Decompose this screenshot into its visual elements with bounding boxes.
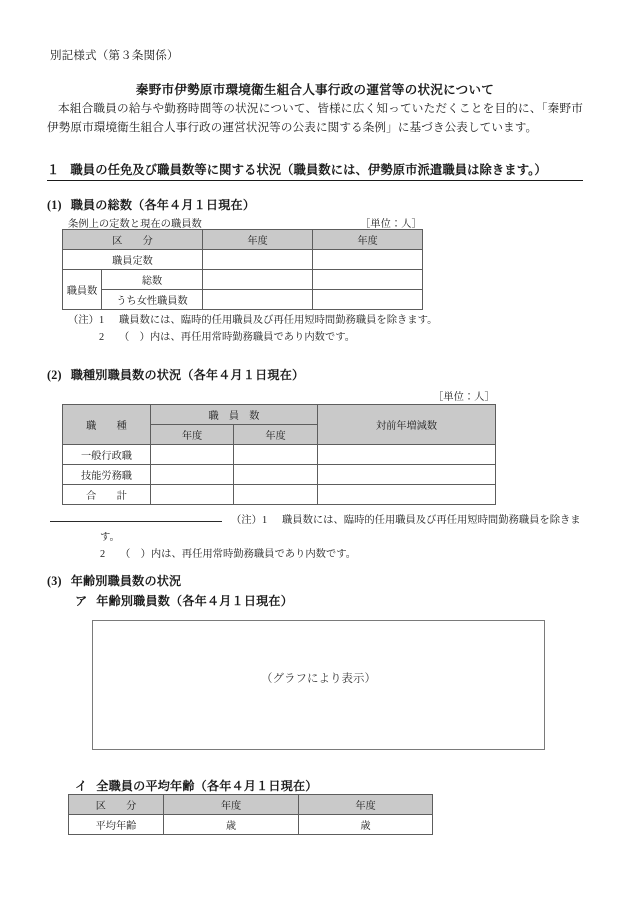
table-row	[63, 270, 423, 290]
table-2-row-1-change[interactable]	[318, 465, 496, 485]
staff-total-table	[62, 229, 423, 310]
table-1-note-1	[68, 329, 437, 346]
table-1-header-year2: 年度	[313, 230, 423, 250]
table-1-note-1-text: （ ）内は、再任用常時勤務職員であり内数です。	[119, 332, 356, 343]
table-2-row-1-year1[interactable]	[151, 465, 234, 485]
table-row	[63, 485, 496, 505]
item-b-title: 全職員の平均年齢（各年４月１日現在）	[96, 779, 318, 793]
table-2-note-1-text: （ ）内は、再任用常時勤務職員であり内数です。	[120, 549, 357, 560]
age-distribution-graph-placeholder	[92, 620, 545, 750]
table-2-note-0-number: 1	[262, 515, 268, 526]
table-1-row-2-label: うち女性職員数	[102, 290, 203, 310]
table-2-row-2-year2[interactable]	[234, 485, 318, 505]
table-2-row-2-label: 合 計	[63, 485, 151, 505]
average-age-table	[68, 794, 433, 835]
table-1-note-0	[68, 312, 437, 329]
table-1-row-1-label: 総数	[102, 270, 203, 290]
table-2-row-0-year1[interactable]	[151, 445, 234, 465]
table-1-row-1-year1[interactable]	[203, 270, 313, 290]
table-2-note-0	[231, 515, 581, 526]
table-1-note-0-text: 職員数には、臨時的任用職員及び再任用短時間勤務職員を除きます。	[119, 315, 438, 326]
table-2-note-1	[100, 549, 356, 560]
table-row	[63, 290, 423, 310]
item-a-title: 年齢別職員数（各年４月１日現在）	[96, 594, 293, 608]
table-1-caption: 条例上の定数と現在の職員数	[68, 219, 202, 230]
table-1-notes	[68, 312, 437, 346]
table-2-row-0-change[interactable]	[318, 445, 496, 465]
table-1-row-0-year1[interactable]	[203, 250, 313, 270]
table-3-header-year1: 年度	[164, 795, 299, 815]
table-2-header-year2: 年度	[234, 425, 318, 445]
table-2-row-1-year2[interactable]	[234, 465, 318, 485]
item-a-heading	[75, 592, 293, 609]
table-2-unit: ［単位：人］	[433, 392, 495, 403]
section-1-number: １	[47, 163, 60, 177]
lead-paragraph	[47, 99, 583, 137]
table-2-notes	[231, 512, 583, 529]
subsection-2-title: 職種別職員数の状況（各年４月１日現在）	[70, 368, 305, 382]
subsection-1-number: (1)	[47, 198, 62, 212]
table-3-header-year2: 年度	[299, 795, 433, 815]
page-title: 秦野市伊勢原市環境衛生組合人事行政の運営等の状況について	[135, 83, 495, 97]
item-b-marker: イ	[75, 779, 88, 793]
table-row	[69, 795, 433, 815]
table-3-row-0-year1[interactable]: 歳	[164, 815, 299, 835]
section-1-title: 職員の任免及び職員数等に関する状況（職員数には、伊勢原市派遣職員は除きます。）	[70, 163, 547, 177]
divider-rule	[50, 521, 222, 522]
item-a-marker: ア	[75, 594, 88, 608]
table-3-row-0-label: 平均年齢	[69, 815, 164, 835]
table-row	[69, 815, 433, 835]
table-2-note-0-continuation: す。	[100, 532, 120, 543]
form-code: 別記様式（第３条関係）	[50, 50, 179, 62]
table-2-note-1-wrap	[100, 546, 580, 563]
subsection-2-number: (2)	[47, 368, 62, 382]
table-1-note-0-number: 1	[99, 315, 105, 326]
table-2-note-0-marker: （注）	[231, 515, 262, 526]
table-2-row-0-year2[interactable]	[234, 445, 318, 465]
table-2-header-staffcount: 職 員 数	[151, 405, 318, 425]
table-row	[63, 465, 496, 485]
graph-placeholder-text: （グラフにより表示）	[261, 673, 376, 685]
table-2-notes-cont	[100, 529, 580, 546]
table-1-row-0-label: 職員定数	[63, 250, 203, 270]
subsection-2-heading	[47, 366, 304, 383]
table-1-unit: ［単位：人］	[360, 219, 422, 230]
table-1-header-year1: 年度	[203, 230, 313, 250]
subsection-3-number: (3)	[47, 574, 62, 588]
lead-paragraph-text: 本組合職員の給与や勤務時間等の状況について、皆様に広く知っていただくことを目的に、「秦野市伊勢原市環境衛生組合人事行政の運営状況等の公表に関する条例」に基づき公表しています。	[47, 102, 583, 134]
table-2-row-2-change[interactable]	[318, 485, 496, 505]
subsection-3-heading	[47, 572, 181, 589]
table-row	[63, 405, 496, 425]
table-1-row-1-year2[interactable]	[313, 270, 423, 290]
table-1-header-category: 区 分	[63, 230, 203, 250]
table-1-note-0-marker: （注）	[68, 315, 99, 326]
table-1-row-2-year2[interactable]	[313, 290, 423, 310]
table-2-note-0-text: 職員数には、臨時的任用職員及び再任用短時間勤務職員を除きま	[282, 515, 581, 526]
table-3-header-category: 区 分	[69, 795, 164, 815]
table-2-row-2-year1[interactable]	[151, 485, 234, 505]
table-2-row-0-label: 一般行政職	[63, 445, 151, 465]
table-2-row-1-label: 技能労務職	[63, 465, 151, 485]
subsection-3-title: 年齢別職員数の状況	[70, 574, 182, 588]
table-2-header-jobtype: 職 種	[63, 405, 151, 445]
table-1-note-1-number: 2	[99, 332, 105, 343]
table-2-note-1-number: 2	[100, 549, 106, 560]
table-row	[63, 230, 423, 250]
table-3-row-0-year2[interactable]: 歳	[299, 815, 433, 835]
table-row	[63, 250, 423, 270]
table-row	[63, 445, 496, 465]
staff-by-jobtype-table	[62, 404, 496, 505]
subsection-1-title: 職員の総数（各年４月１日現在）	[70, 198, 256, 212]
table-2-header-change: 対前年増減数	[318, 405, 496, 445]
section-1-heading	[47, 160, 583, 181]
table-1-group-label: 職員数	[63, 270, 102, 310]
table-2-header-year1: 年度	[151, 425, 234, 445]
table-1-row-2-year1[interactable]	[203, 290, 313, 310]
item-b-heading	[75, 777, 318, 794]
subsection-1-heading	[47, 196, 255, 213]
table-1-row-0-year2[interactable]	[313, 250, 423, 270]
